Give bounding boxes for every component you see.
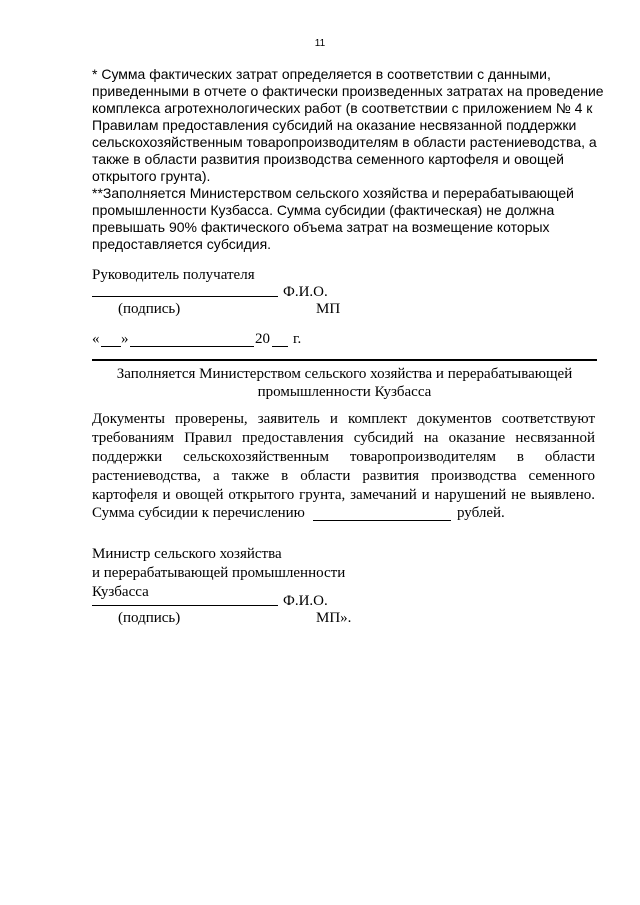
date-open-quote: « xyxy=(92,331,100,347)
footnote-line: сельскохозяйственным товаропроизводителям в области растениеводства, а xyxy=(92,134,597,150)
minister-signature-line xyxy=(92,591,278,606)
recipient-signature-line xyxy=(92,282,278,297)
ministry-header-line: промышленности Кузбасса xyxy=(257,384,432,400)
recipient-head-label: Руководитель получателя xyxy=(92,267,255,283)
recipient-mp: МП xyxy=(316,301,341,317)
recipient-signature-caption: (подпись) xyxy=(118,301,181,317)
footnote-line: также в области развития производства семенного картофеля и овощей xyxy=(92,151,564,167)
date-year-suffix: г. xyxy=(293,331,302,347)
subsidy-label: Сумма субсидии к перечислению xyxy=(92,505,305,521)
minister-fio: Ф.И.О. xyxy=(283,593,328,609)
footnote-line: превышать 90% фактического объема затрат на возмещение которых xyxy=(92,219,550,235)
minister-title-line: и перерабатывающей промышленности xyxy=(92,565,346,581)
check-line: растениеводства, а также в области развития производства семенного xyxy=(92,468,595,484)
subsidy-suffix: рублей. xyxy=(457,505,505,521)
footnote-line: промышленности Кузбасса. Сумма субсидии (фактическая) не должна xyxy=(92,202,555,218)
footnote-line: **Заполняется Министерством сельского хозяйства и перерабатывающей xyxy=(92,185,574,201)
page-number: 11 xyxy=(314,38,326,49)
footnote-line: приведенными в отчете о фактически произведенных затратах на проведение xyxy=(92,83,604,99)
footnote-line: * Сумма фактических затрат определяется в соответствии с данными, xyxy=(92,66,551,82)
date-month-blank xyxy=(130,333,254,347)
ministry-header-line: Заполняется Министерством сельского хозяйства и перерабатывающей xyxy=(116,366,573,382)
footnote-line: комплекса агротехнологических работ (в соответствии с приложением № 4 к xyxy=(92,100,593,116)
section-separator xyxy=(92,359,597,361)
date-day-blank xyxy=(101,333,121,347)
date-close-quote: » xyxy=(121,331,129,347)
footnote-line: Правилам предоставления субсидий на оказание несвязанной поддержки xyxy=(92,117,577,133)
date-year-blank xyxy=(272,333,288,347)
subsidy-amount-blank xyxy=(313,507,451,521)
check-line: поддержки сельскохозяйственным товаропроизводителям в области xyxy=(92,449,595,465)
minister-title-line: Кузбасса xyxy=(92,584,149,600)
date-year-prefix: 20 xyxy=(255,331,270,347)
footnote-line: открытого грунта). xyxy=(92,168,211,184)
check-line: Документы проверены, заявитель и комплект документов соответствуют xyxy=(92,411,595,427)
recipient-fio: Ф.И.О. xyxy=(283,284,328,300)
minister-mp: МП». xyxy=(316,610,352,626)
minister-signature-caption: (подпись) xyxy=(118,610,181,626)
minister-title-line: Министр сельского хозяйства xyxy=(92,546,282,562)
check-line: требованиям Правил предоставления субсидий на оказание несвязанной xyxy=(92,430,595,446)
check-paragraph xyxy=(92,410,595,505)
check-line: картофеля и овощей открытого грунта, замечаний и нарушений не выявлено. xyxy=(92,487,595,503)
ministry-header xyxy=(92,365,597,401)
footnote-line: предоставляется субсидия. xyxy=(92,236,272,252)
